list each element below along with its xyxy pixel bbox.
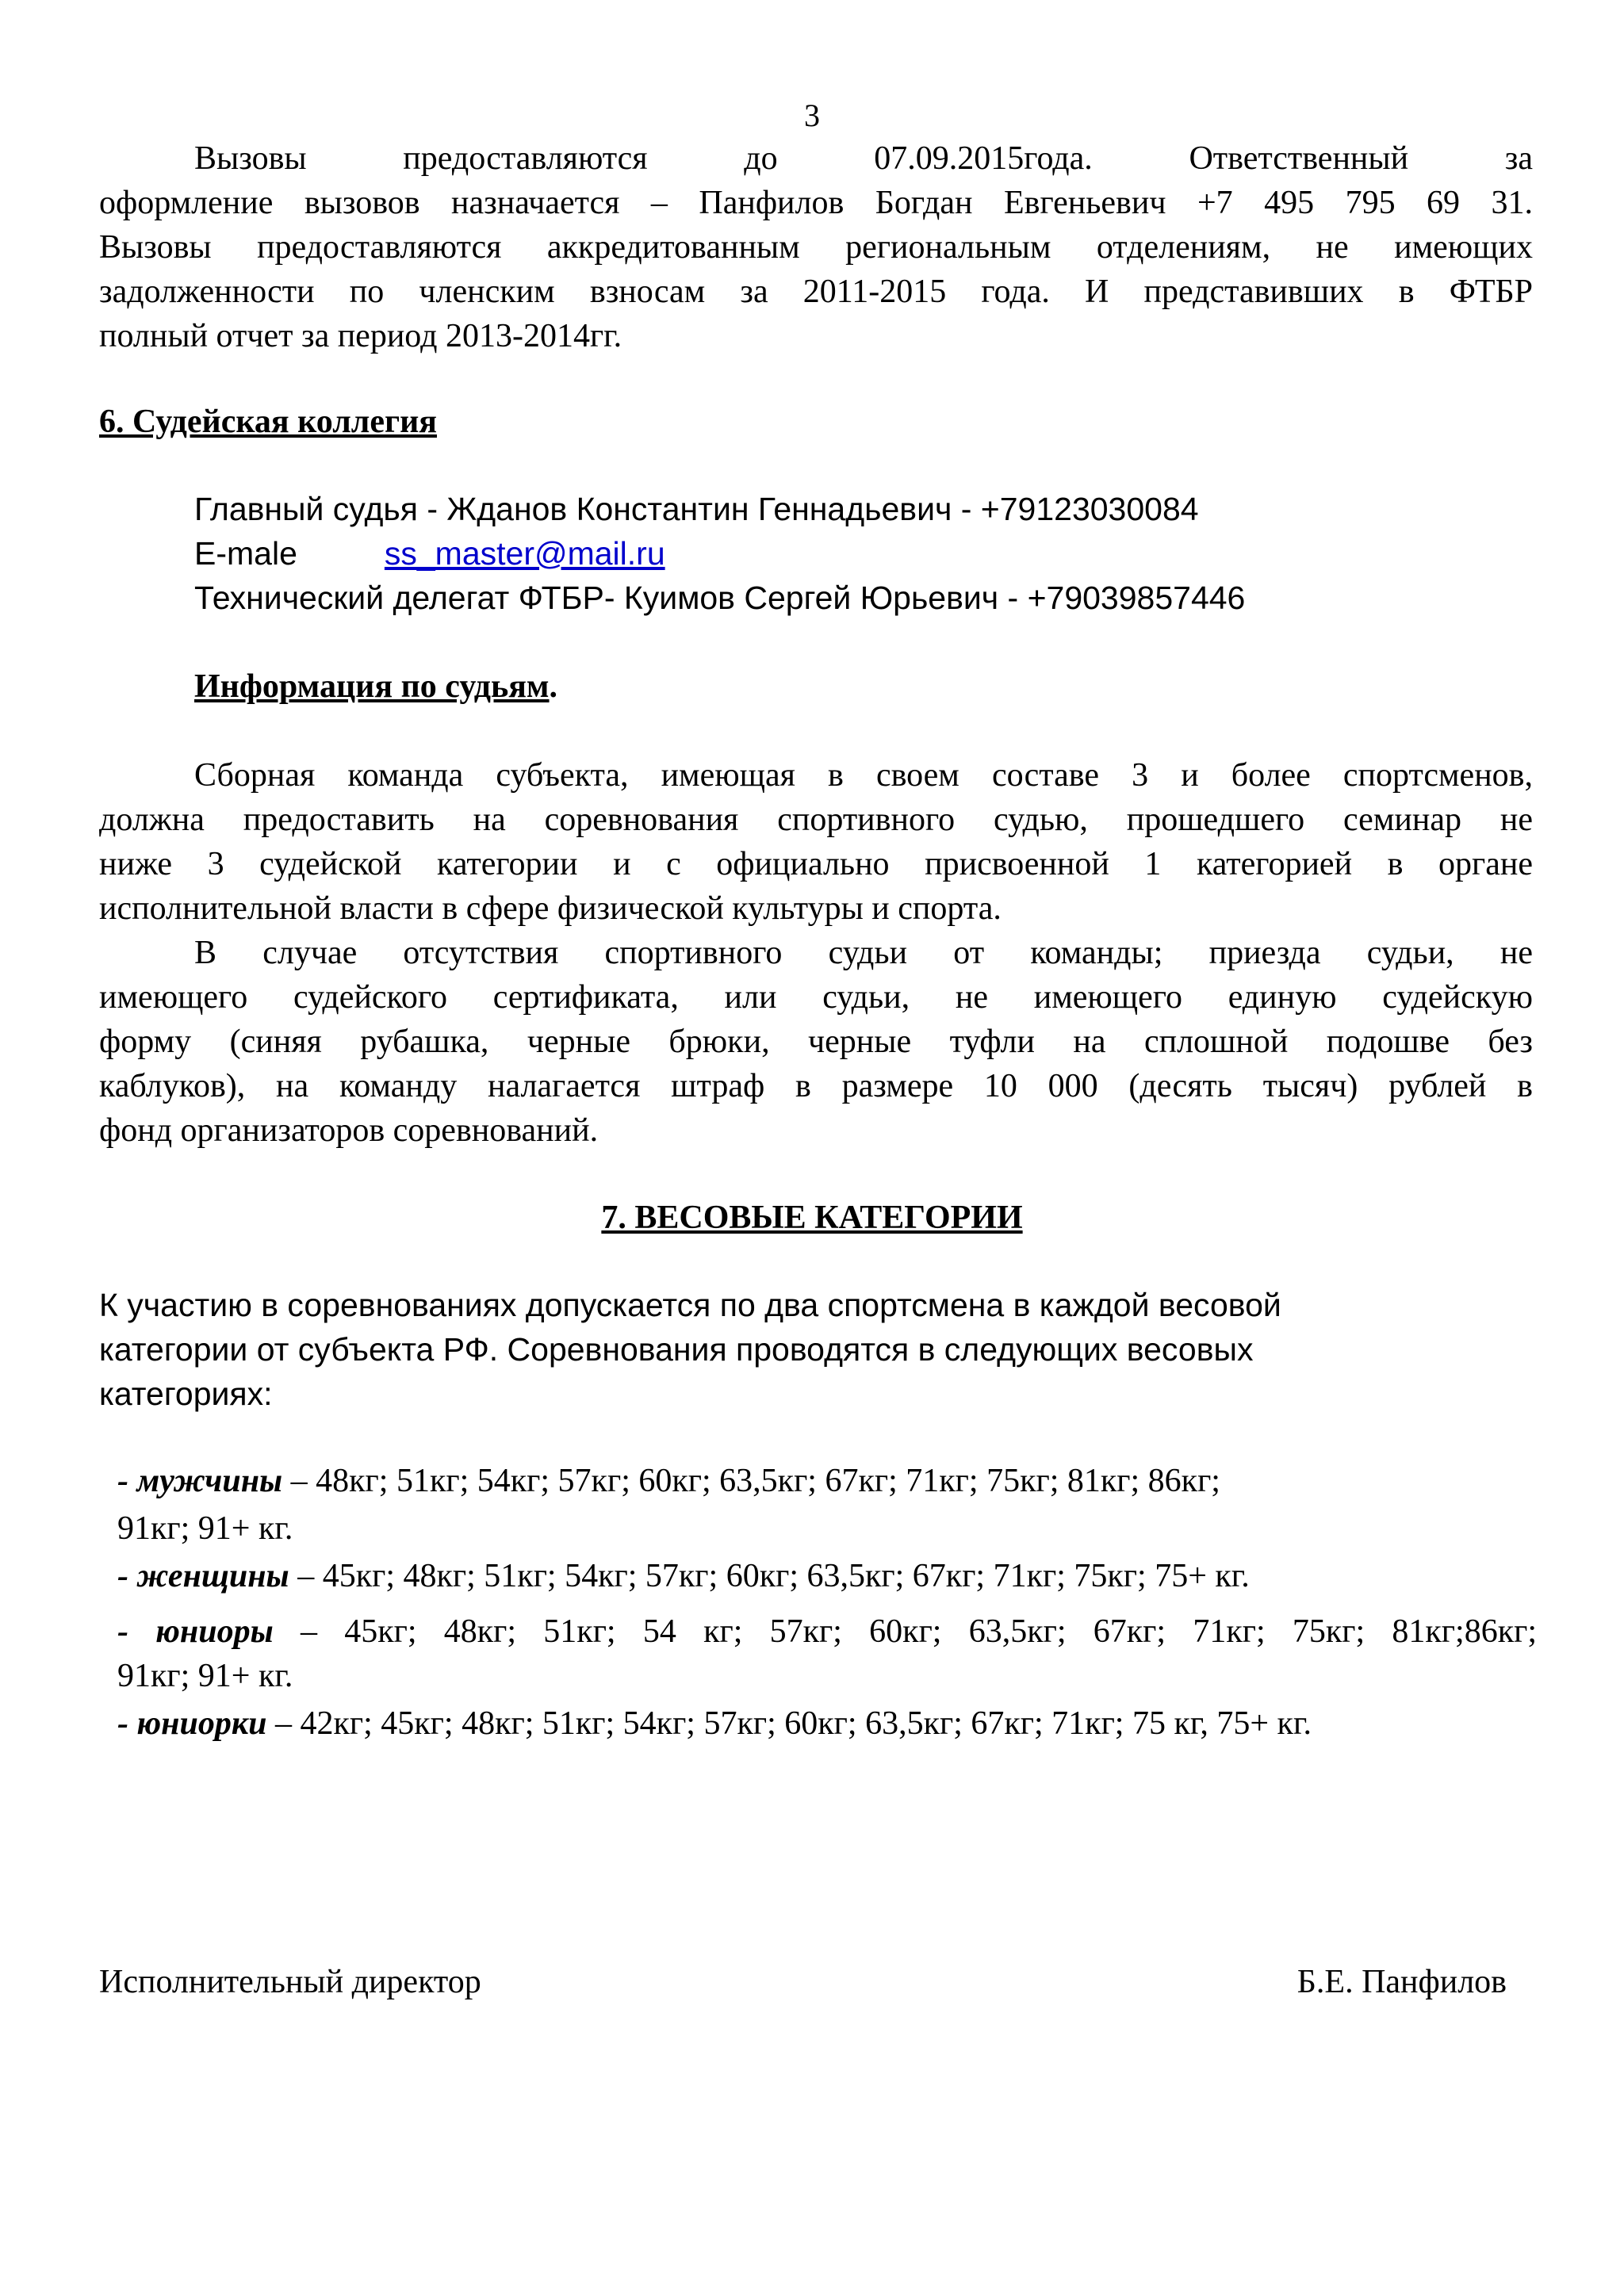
- judges-info-dot: .: [549, 668, 558, 705]
- weight-intro-line: К участию в соревнованиях допускается по два спортсмена в каждой весовой: [99, 1287, 1281, 1323]
- email-row: [194, 531, 665, 576]
- judges-p1-line: ниже 3 судейской категории и с официально присвоенной 1 категорией в органе: [99, 846, 1533, 882]
- intro-paragraph: [99, 136, 1533, 358]
- weights-men: [117, 1459, 1220, 1503]
- judges-p1-line: Сборная команда субъекта, имеющая в своем составе 3 и более спортсменов,: [194, 757, 1533, 794]
- judges-p2-line: фонд организаторов соревнований.: [99, 1112, 599, 1149]
- junior-women-weights: – 42кг; 45кг; 48кг; 51кг; 54кг; 57кг; 60кг; 63,5кг; 67кг; 71кг; 75 кг, 75+ кг.: [266, 1705, 1312, 1742]
- weights-juniors: [117, 1609, 1537, 1654]
- junior-women-label: - юниорки: [117, 1705, 267, 1742]
- intro-line-1: Вызовы предоставляются до 07.09.2015года. Ответственный за: [194, 140, 1533, 177]
- women-label: - женщины: [117, 1558, 289, 1594]
- weights-juniors-cont: 91кг; 91+ кг.: [117, 1658, 293, 1694]
- judges-p2-line: каблуков), на команду налагается штраф в размере 10 000 (десять тысяч) рублей в: [99, 1068, 1533, 1104]
- chief-judge: Главный судья - Жданов Константин Геннадьевич - +79123030084: [194, 491, 1199, 527]
- judges-p1-line: исполнительной власти в сфере физической культуры и спорта.: [99, 890, 1002, 927]
- weights-junior-women: [117, 1701, 1312, 1746]
- judges-info-heading-row: [194, 664, 557, 709]
- intro-line-4: задолженности по членским взносам за 2011-2015 года. И представивших в ФТБР: [99, 274, 1533, 310]
- weights-women: [117, 1554, 1250, 1598]
- judges-info-heading: Информация по судьям: [194, 668, 550, 705]
- women-weights: – 45кг; 48кг; 51кг; 54кг; 57кг; 60кг; 63,5кг; 67кг; 71кг; 75кг; 75+ кг.: [289, 1558, 1250, 1594]
- juniors-weights: – 45кг; 48кг; 51кг; 54 кг; 57кг; 60кг; 63,5кг; 67кг; 71кг; 75кг; 81кг;86кг;: [273, 1613, 1538, 1650]
- intro-line-5: полный отчет за период 2013-2014гг.: [99, 318, 622, 354]
- intro-line-3: Вызовы предоставляются аккредитованным региональным отделениям, не имеющих: [99, 229, 1533, 266]
- men-weights: – 48кг; 51кг; 54кг; 57кг; 60кг; 63,5кг; 67кг; 71кг; 75кг; 81кг; 86кг;: [282, 1463, 1220, 1499]
- email-link[interactable]: ss_master@mail.ru: [384, 535, 665, 572]
- section-6-heading: 6. Судейская коллегия: [99, 404, 438, 440]
- judges-p1-line: должна предоставить на соревнования спортивного судью, прошедшего семинар не: [99, 802, 1533, 838]
- weight-intro-line: категориях:: [99, 1376, 273, 1412]
- men-label: - мужчины: [117, 1463, 283, 1499]
- judges-p2-line: имеющего судейского сертификата, или судьи, не имеющего единую судейскую: [99, 979, 1533, 1016]
- judges-paragraph-2: [99, 931, 1533, 1153]
- weight-intro-line: категории от субъекта РФ. Соревнования проводятся в следующих весовых: [99, 1331, 1254, 1368]
- signature-name: Б.Е. Панфилов: [1297, 1964, 1507, 2000]
- section-7-heading: 7. ВЕСОВЫЕ КАТЕГОРИИ: [601, 1200, 1023, 1236]
- tech-delegate: Технический делегат ФТБР- Куимов Сергей Юрьевич - +79039857446: [194, 580, 1246, 616]
- judges-p2-line: В случае отсутствия спортивного судьи от команды; приезда судьи, не: [194, 935, 1533, 971]
- judges-p2-line: форму (синяя рубашка, черные брюки, черные туфли на сплошной подошве без: [99, 1024, 1533, 1060]
- signature-position: Исполнительный директор: [99, 1964, 481, 2000]
- intro-line-2: оформление вызовов назначается – Панфилов Богдан Евгеньевич +7 495 795 69 31.: [99, 185, 1533, 221]
- weights-men-cont: 91кг; 91+ кг.: [117, 1510, 293, 1547]
- judges-paragraph-1: [99, 753, 1533, 931]
- email-label: E-male: [194, 535, 297, 572]
- page-number: 3: [804, 98, 820, 133]
- juniors-label: - юниоры: [117, 1613, 274, 1650]
